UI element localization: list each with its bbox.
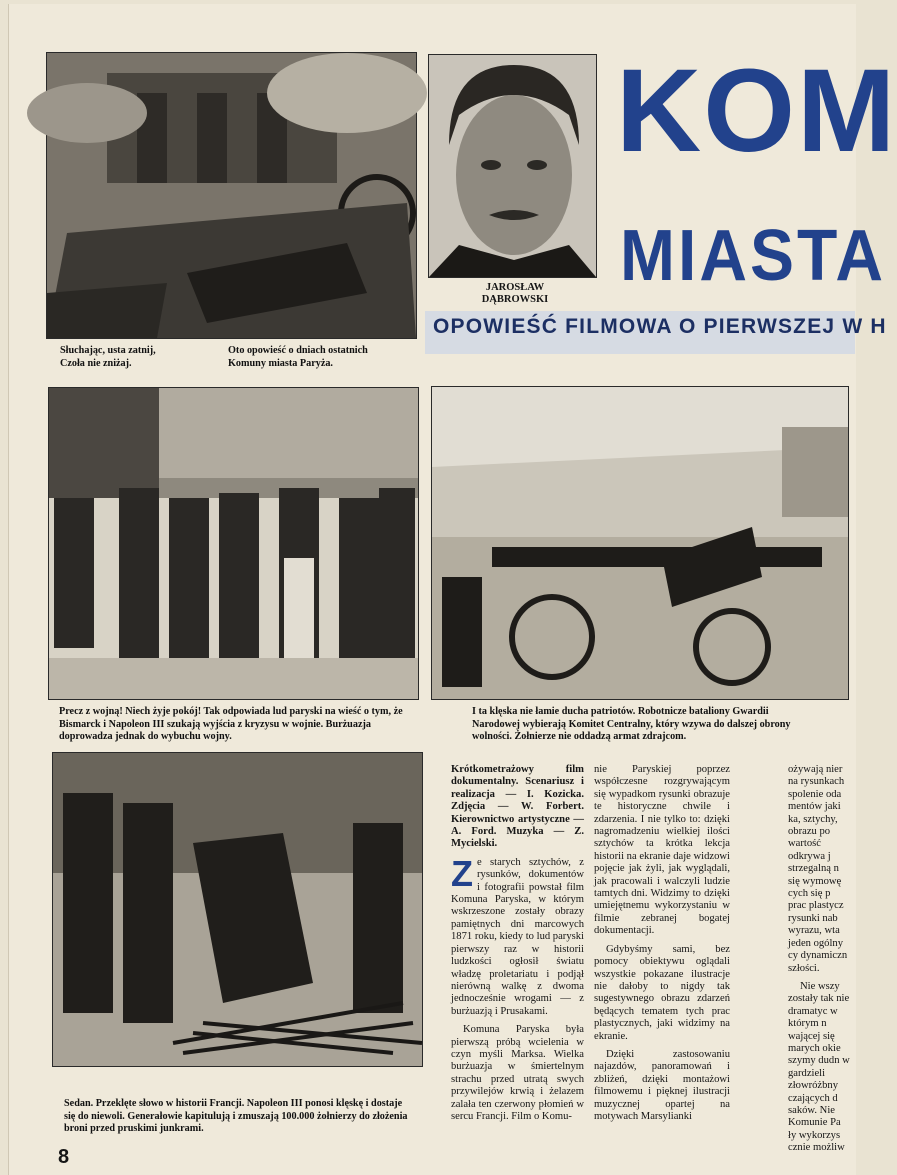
portrait-name [460, 282, 570, 306]
caption-war: Precz z wojną! Niech żyje pokój! Tak odpowiada lud paryski na wieść o tym, że Bismarck i Napoleon III szukają wyjścia z kryzysu w wojnie. Burżuazja doprowadza jednak do wybuchu wojny. [59, 706, 403, 742]
article-paragraph: Gdybyśmy sami, bez pomocy obiektywu oglądali wszystkie pokazane ilustracje nie dałoby to nigdy tak sugestywnego obrazu zdarzeń będących tematem tych prac plastycznych, jaki widzimy na ekranie. [594, 943, 730, 1042]
drop-cap: Z [451, 852, 473, 894]
caption-sedan: Sedan. Przeklęte słowo w historii Francji. Napoleon III ponosi klęskę i dostaje się do niewoli. Generałowie kapitulują i zmuszają 100.000 żołnierzy do złożenia broni przed pruskimi junkrami. [64, 1098, 408, 1134]
parisian-crowd-engraving [48, 387, 419, 700]
cannons-engraving [431, 386, 849, 700]
article-column-3 [788, 764, 850, 1154]
article-paragraph: ożywają nier na rysunkach spolenie oda mentów jaki ka, sztychy, obrazu po wartość odkrywa j strzegalną n się wymowę cych się p prac plastycz rysunki nab wyrazu, wta jeden ogólny cy dynamiczn szłości. [788, 764, 848, 974]
headline-title: KOM [616, 45, 897, 177]
headline-subtitle-city: MIASTA [620, 213, 887, 296]
caption-intro: Oto opowieść o dniach ostatnich Komuny miasta Paryża. [228, 345, 368, 369]
article-paragraph: Nie wszy zostały tak nie dramatyc w którym n wającej się marych okie szymy dudn w gardzieli złowróżbny czających d saków. Nie Komunie Pa ły wykorzys cznie możliw [788, 980, 850, 1154]
article-paragraph: nie Paryskiej poprzez współczesne rozgrywającym się wypadkom rysunki obrazuje te historyczne chwile i zdarzenia. I nie tylko to: dzięki nagromadzeniu wielkiej ilości sztychów ta krótka lekcja historii na ekranie daje widzowi pojęcie jak żyli, jak wyglądali, jak pracowali i walczyli ludzie tamtych dni. Widzimy to dzięki umiejętnemu wykorzystaniu w filmie zebranej bogatej dokumentacji. [594, 764, 730, 937]
portrait-name-first: JAROSŁAW [485, 282, 545, 293]
dabrowski-portrait [428, 54, 597, 278]
page-number: 8 [58, 1146, 70, 1168]
article-column-2 [594, 764, 730, 1134]
article-column-1 [451, 764, 584, 1134]
caption-poem: Słuchając, usta zatnij, Czoła nie zniżaj. [60, 345, 156, 369]
article-paragraph: Dzięki zastosowaniu najazdów, panoramowań i zbliżeń, dzięki montażowi filmowemu i pięknej ilustracji muzycznej opartej na motywach Marsylianki [594, 1048, 730, 1122]
portrait-name-last: DĄBROWSKI [481, 294, 549, 305]
article-intro-text: e starych sztychów, z rysunków, dokumentów i fotografii powstał film Komuna Paryska, w którym wskrzeszone zostały obrazy pamiętnych dni marcowych 1871 roku, kiedy to lud paryski pierwszy raz w historii ludzkości ogłosił światu władzę proletariatu i podjął nierówną walkę z dwoma jednocześnie wrogami — z burżuazją i Prusakami. [451, 856, 584, 1017]
article-paragraph [451, 852, 584, 1018]
film-credits: Krótkometrażowy film dokumentalny. Scenariusz i realizacja — I. Kozicka. Zdjęcia — W. Forbert. Kierownictwo artystyczne — A. Ford. Muzyka — Z. Mycielski. [451, 764, 584, 850]
headline-strip-text: OPOWIEŚĆ FILMOWA O PIERWSZEJ W H [433, 315, 887, 338]
article-paragraph: Komuna Paryska była pierwszą próbą wcielenia w czyn myśli Marksa. Wielka burżuazja w śmiertelnym strachu przed utratą swych przywilejów krwią i żelazem zalała ten czerwony płomień w sercu Francji. Film o Komu- [451, 1024, 584, 1122]
headline-strip [425, 311, 887, 354]
caption-defeat: I ta klęska nie łamie ducha patriotów. Robotnicze bataliony Gwardii Narodowej wybierają Komitet Centralny, który wzywa do dalszej obrony wolności. Żołnierze nie oddadzą armat zdrajcom. [472, 706, 791, 742]
barricade-ruins-engraving [46, 52, 417, 339]
sedan-soldiers-engraving [52, 752, 423, 1067]
